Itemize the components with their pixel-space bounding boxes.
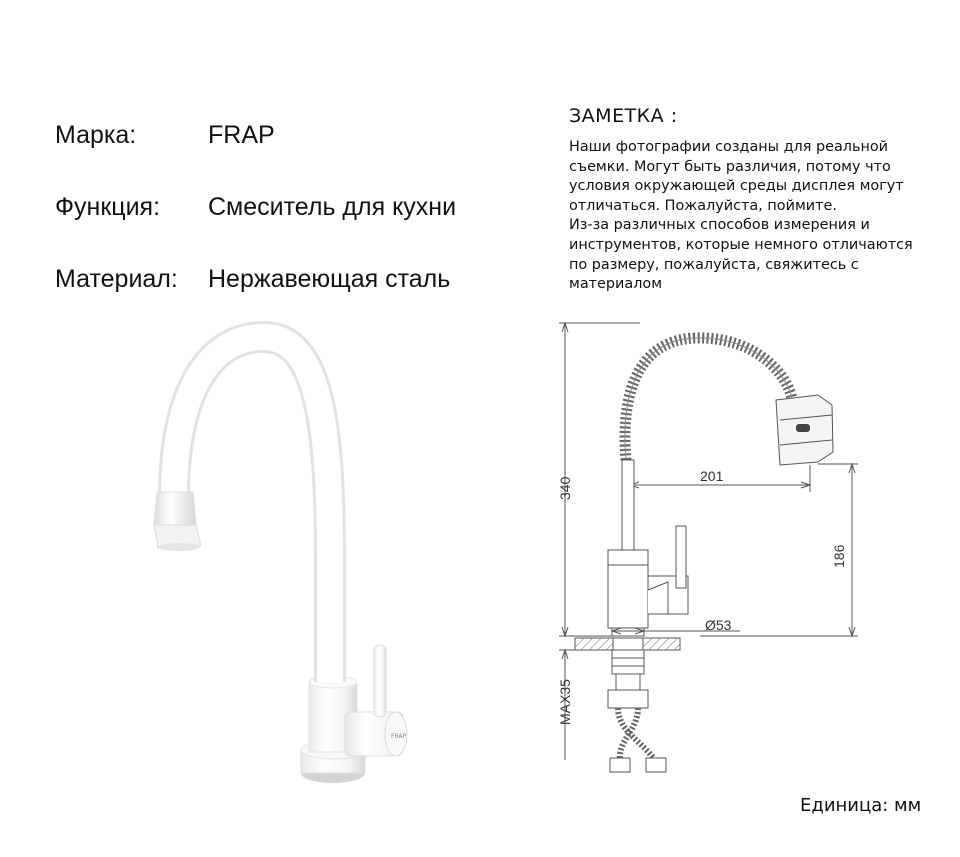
dim-max-thickness-label: MAX35 [557,679,573,725]
note-line: по размеру, пожалуйста, свяжитесь с [569,256,859,273]
note-line: материалом [569,276,663,293]
spec-label-brand: Марка: [55,121,137,149]
note-line: инструментов, которые немного отличаются [569,236,913,253]
dim-spout-height-label: 186 [831,544,847,568]
note-line: условия окружающей среды дисплея могут [569,178,904,195]
spec-label-function: Функция: [55,193,161,221]
note-line: съемки. Могут быть различия, потому что [569,158,891,175]
note-line: Наши фотографии созданы для реальной [569,139,889,155]
product-label: FRAP [391,733,407,740]
technical-drawing [559,323,858,772]
note-line: Из-за различных способов измерения и [569,217,870,234]
spec-value-brand: FRAP [208,121,275,149]
faucet-photo [154,337,407,783]
spec-value-material: Нержавеющая сталь [208,265,451,293]
note-title: ЗАМЕТКА : [569,105,678,127]
dim-reach-label: 201 [700,468,724,484]
spec-value-function: Смеситель для кухни [208,193,457,221]
spec-label-material: Материал: [55,265,178,293]
unit-label: Единица: мм [800,795,922,816]
note-line: отличаться. Пожалуйста, поймите. [569,197,837,214]
dim-base-diameter-label: Ø53 [705,617,732,633]
dim-height-label: 340 [557,476,573,500]
